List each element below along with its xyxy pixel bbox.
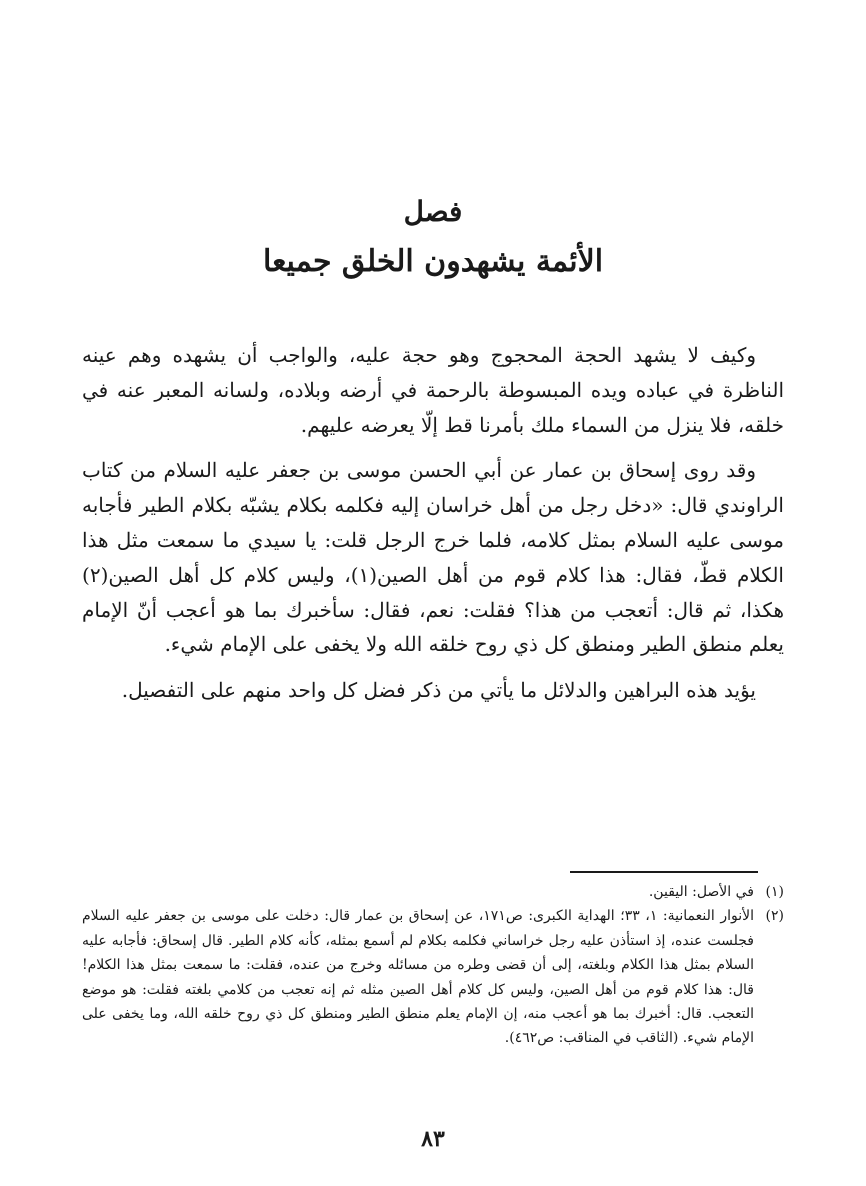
section-subtitle: الأئمة يشهدون الخلق جميعا: [262, 244, 604, 279]
body-paragraph-3: يؤيد هذه البراهين والدلائل ما يأتي من ذكر فضل كل واحد منهم على التفصيل.: [121, 678, 756, 703]
section-title: فصل: [403, 195, 463, 228]
body-text: [82, 338, 784, 719]
footnote-marker: (١): [765, 884, 784, 900]
footnote-text: في الأصل: اليقين.: [648, 884, 754, 900]
page-number: ٨٣: [421, 1126, 445, 1152]
body-paragraph-1: وكيف لا يشهد الحجة المحجوج وهو حجة عليه، والواجب أن يشهده وهم عينه الناظرة في عباده ويده المبسوطة بالرحمة في أرضه وبلاده، ولسانه المعبر عنه في خلقه، فلا ينزل من السماء ملك بأمرنا قط إلّا يعرضه عليهم.: [82, 343, 784, 437]
footnote-2: [82, 904, 784, 1050]
body-paragraph-2: وقد روى إسحاق بن عمار عن أبي الحسن موسى بن جعفر عليه السلام من كتاب الراوندي قال: «دخل رجل من أهل خراسان إليه فكلمه بكلام يشبّه بكلام الطير فأجابه موسى عليه السلام بمثل كلامه، فلما خرج الرجل قلت: يا سيدي ما سمعت مثل هذا الكلام قطّ، فقال: هذا كلام قوم من أهل الصين(١)، وليس كلام كل أهل الصين(٢) هكذا، ثم قال: أتعجب من هذا؟ فقلت: نعم، فقال: سأخبرك بما هو أعجب أنّ الإمام يعلم منطق الطير ومنطق كل ذي روح خلقه الله ولا يخفى على الإمام شيء.: [82, 458, 784, 657]
footnotes: [82, 880, 784, 1051]
footnote-1: [82, 880, 784, 904]
footnote-marker: (٢): [765, 908, 784, 925]
footnote-divider: [570, 871, 758, 873]
footnote-text: الأنوار النعمانية: ١، ٣٣؛ الهداية الكبرى: ص١٧١، عن إسحاق بن عمار قال: دخلت على موسى بن جعفر عليه السلام فجلست عنده، إذ استأذن عليه رجل خراساني فكلمه بكلام لم أسمع بمثله، كأنه كلام الطير. قال إسحاق: فأجابه عليه السلام بمثل هذا الكلام وبلغته، إلى أن قضى وطره من مسائله وخرج من عنده، فقلت: ما سمعت بمثل هذا الكلام! قال: هذا كلام قوم من أهل الصين، وليس كل كلام أهل الصين مثله ثم إنه تعجب من كلامي بلغته فقلت: هو موضع التعجب. قال: أخبرك بما هو أعجب منه، إن الإمام يعلم منطق الطير ومنطق كل ذي روح خلقه الله، وما يخفى على الإمام شيء. (الثاقب في المناقب: ص٤٦٢).: [82, 908, 754, 1047]
